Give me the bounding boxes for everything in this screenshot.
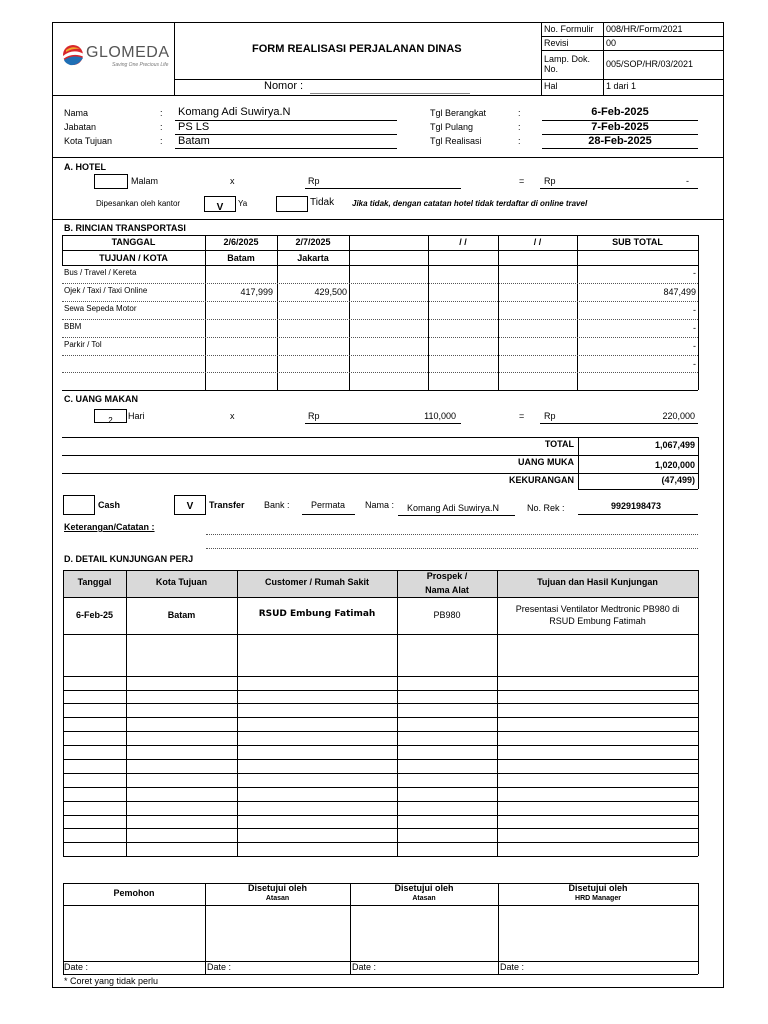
berangkat-label: Tgl Berangkat [430, 108, 487, 118]
total-value: 1,067,499 [654, 440, 695, 450]
city-col-1: Batam [227, 253, 255, 263]
kunjungan-row-customer: RSUD Embung Fatimah [258, 609, 376, 619]
city-col-2: Jakarta [297, 253, 329, 263]
account-name-field[interactable]: Komang Adi Suwirya.N [407, 503, 500, 513]
transport-title: B. RINCIAN TRANSPORTASI [64, 223, 186, 233]
transport-row-value: 429,500 [314, 287, 347, 297]
kunjungan-row-hasil-line1: Presentasi Ventilator Medtronic PB980 di [515, 604, 680, 614]
makan-title: C. UANG MAKAN [64, 394, 138, 404]
date-col-2: 2/7/2025 [295, 237, 331, 247]
footnote: * Coret yang tidak perlu [64, 976, 159, 986]
total-label: TOTAL [544, 439, 574, 449]
kunjungan-title: D. DETAIL KUNJUNGAN PERJ [64, 554, 194, 564]
kota-label: Kota Tujuan [64, 136, 113, 146]
makan-total: 220,000 [662, 411, 695, 421]
company-tagline: Saving One Precious Life [112, 62, 169, 68]
kunjungan-row-kota: Batam [167, 610, 196, 620]
pulang-field[interactable]: 7-Feb-2025 [591, 121, 649, 133]
transport-row-label: Bus / Travel / Kereta [64, 268, 137, 277]
meta-hal-value: 1 dari 1 [606, 81, 637, 91]
kunjungan-row-alat: PB980 [433, 610, 461, 620]
subtotal-header: SUB TOTAL [612, 237, 663, 247]
signature-date: Date : [64, 962, 89, 972]
meta-formulir-value: 008/HR/Form/2021 [606, 24, 683, 34]
kekurangan-label: KEKURANGAN [509, 475, 574, 485]
tujuan-header: TUJUAN / KOTA [99, 253, 168, 263]
kunjungan-header-kota: Kota Tujuan [155, 577, 208, 587]
logo-mark-icon [60, 42, 86, 68]
keterangan-label: Keterangan/Catatan : [64, 522, 155, 532]
kunjungan-row-tanggal: 6-Feb-25 [75, 610, 113, 620]
transport-row-value: 417,999 [240, 287, 273, 297]
meta-hal-label: Hal [544, 81, 558, 91]
jabatan-label: Jabatan [64, 122, 97, 132]
kunjungan-header-tanggal: Tanggal [77, 577, 112, 587]
signature-pemohon: Pemohon [113, 888, 155, 898]
meta-lamp-value: 005/SOP/HR/03/2021 [606, 59, 694, 69]
account-number-field[interactable]: 9929198473 [611, 501, 662, 511]
kota-field[interactable]: Batam [178, 135, 210, 147]
transport-row-subtotal: - [693, 323, 696, 333]
signature-hrd: Disetujui oleh [568, 883, 628, 893]
transport-row-label: Sewa Sepeda Motor [64, 304, 137, 313]
malam-label: Malam [131, 176, 159, 186]
hotel-total: - [686, 176, 689, 186]
signature-atasan-2: Disetujui oleh [394, 883, 454, 893]
kunjungan-header-prospek: Prospek / [426, 571, 468, 581]
signature-date: Date : [207, 962, 232, 972]
realisasi-label: Tgl Realisasi [430, 136, 482, 146]
signature-date: Date : [500, 962, 525, 972]
tanggal-header: TANGGAL [111, 237, 156, 247]
nama-label: Nama [64, 108, 89, 118]
makan-days-input[interactable]: 2 [94, 409, 127, 423]
jabatan-field[interactable]: PS LS [178, 121, 210, 133]
transfer-checkbox[interactable]: V [174, 495, 206, 515]
nama-field[interactable]: Komang Adi Suwirya.N [178, 106, 291, 118]
hotel-nights-input[interactable] [94, 174, 128, 189]
signature-atasan-1: Disetujui oleh [247, 883, 307, 893]
company-logo [60, 40, 170, 72]
realisasi-field[interactable]: 28-Feb-2025 [588, 135, 652, 147]
kunjungan-header-customer: Customer / Rumah Sakit [264, 577, 370, 587]
transport-row-subtotal: - [693, 341, 696, 351]
transport-row-subtotal: 847,499 [663, 287, 696, 297]
date-col-1: 2/6/2025 [223, 237, 259, 247]
bank-field[interactable]: Permata [311, 500, 346, 510]
kekurangan-value: (47,499) [661, 475, 695, 485]
transport-row-subtotal: - [693, 268, 696, 278]
form-title: FORM REALISASI PERJALANAN DINAS [252, 43, 462, 55]
transport-row-subtotal: - [693, 305, 696, 315]
hotel-note: Jika tidak, dengan catatan hotel tidak terdaftar di online travel [352, 199, 588, 208]
meta-lamp-label: Lamp. Dok. No. [544, 54, 591, 74]
pulang-label: Tgl Pulang [430, 122, 474, 132]
hotel-tidak-checkbox[interactable] [276, 196, 308, 212]
kunjungan-row-hasil-line2: RSUD Embung Fatimah [549, 616, 646, 626]
uang-muka-label: UANG MUKA [518, 457, 574, 467]
signature-date: Date : [352, 962, 377, 972]
company-name: GLOMEDA [86, 44, 170, 61]
meta-revisi-value: 00 [606, 38, 617, 48]
transport-row-label: BBM [64, 322, 82, 331]
hotel-title: A. HOTEL [64, 162, 106, 172]
transport-row-subtotal: - [693, 359, 696, 369]
meta-revisi-label: Revisi [544, 38, 569, 48]
makan-rate: 110,000 [424, 411, 456, 421]
berangkat-field[interactable]: 6-Feb-2025 [591, 106, 649, 118]
transport-row-label: Ojek / Taxi / Taxi Online [64, 286, 148, 295]
dipesankan-label: Dipesankan oleh kantor [96, 199, 181, 208]
cash-checkbox[interactable] [63, 495, 95, 515]
date-col-4: / / [533, 237, 542, 247]
nomor-label: Nomor : [264, 80, 304, 92]
date-col-3: / / [459, 237, 467, 247]
kunjungan-header-alat: Nama Alat [425, 585, 469, 595]
hotel-ya-checkbox[interactable]: V [204, 196, 236, 212]
uang-muka-value: 1,020,000 [654, 460, 695, 470]
transport-row-label: Parkir / Tol [64, 340, 102, 349]
kunjungan-header-tujuan: Tujuan dan Hasil Kunjungan [537, 577, 658, 587]
meta-formulir-label: No. Formulir [544, 24, 594, 34]
